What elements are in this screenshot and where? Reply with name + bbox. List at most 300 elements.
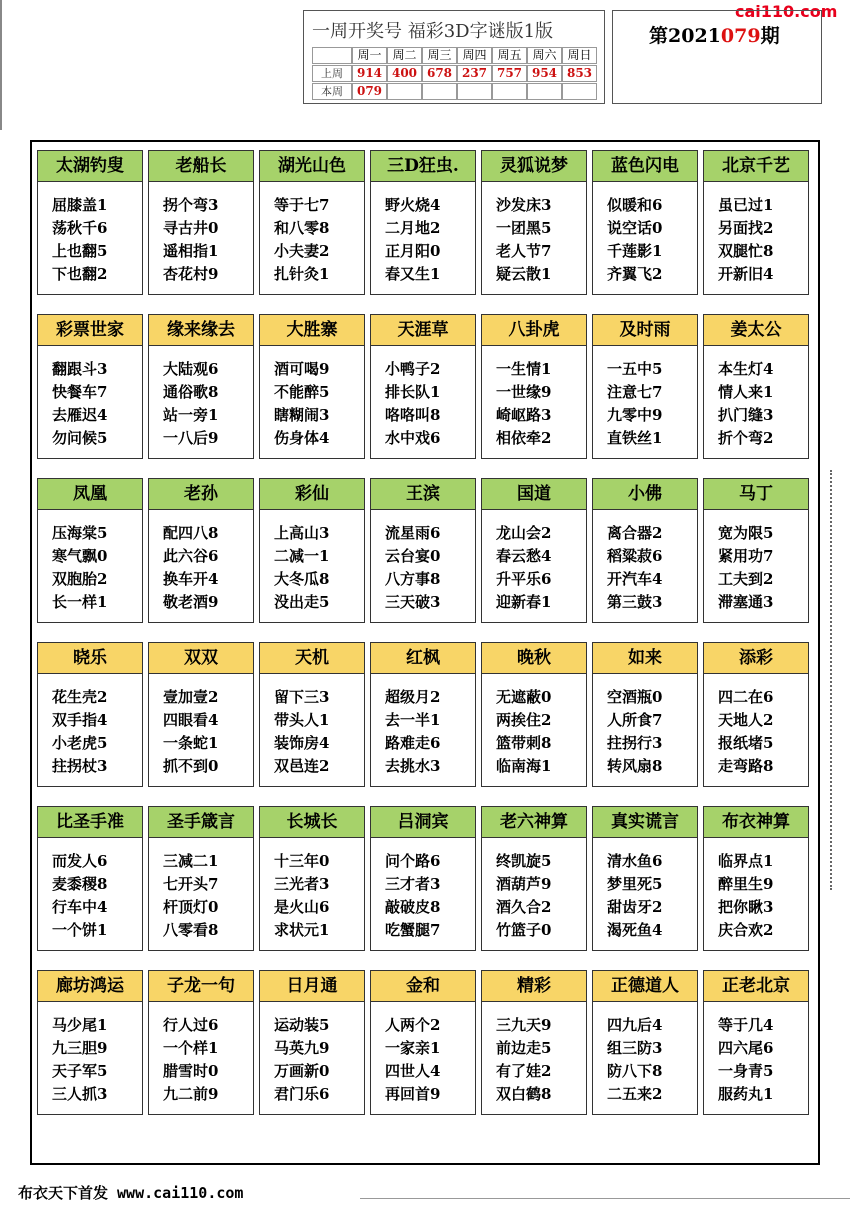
riddle-line: 滞塞通3 (718, 593, 774, 611)
day-cell: 周二 (387, 47, 422, 64)
card-body (38, 346, 142, 458)
riddle-line: 双腿忙8 (718, 242, 774, 260)
riddle-card (259, 314, 365, 459)
riddle-line: 压海棠5 (52, 524, 108, 542)
riddle-card (37, 806, 143, 951)
riddle-line: 天子军5 (52, 1062, 108, 1080)
riddle-line: 酒葫芦9 (496, 875, 552, 893)
riddle-line: 而发人6 (52, 852, 108, 870)
card-title: 添彩 (704, 643, 808, 674)
riddle-line: 马少尾1 (52, 1016, 108, 1034)
riddle-line: 直铁丝1 (607, 429, 663, 447)
riddle-line: 报纸堵5 (718, 734, 774, 752)
card-title: 廊坊鸿运 (38, 971, 142, 1002)
riddle-line: 站一旁1 (163, 406, 219, 424)
riddle-line: 老人节7 (496, 242, 552, 260)
draw-number (422, 83, 457, 100)
riddle-card (37, 478, 143, 623)
last-week-label: 上周 (312, 65, 352, 82)
riddle-card (148, 970, 254, 1115)
card-title: 日月通 (260, 971, 364, 1002)
card-body (593, 674, 697, 786)
days-header-row (312, 47, 597, 64)
riddle-line: 留下三3 (274, 688, 330, 706)
card-title: 八卦虎 (482, 315, 586, 346)
riddle-line: 九零中9 (607, 406, 663, 424)
riddle-card (148, 806, 254, 951)
issue-number: 079 (720, 25, 761, 47)
riddle-card (703, 642, 809, 787)
riddle-line: 上也翻5 (52, 242, 108, 260)
riddle-line: 三人抓3 (52, 1085, 108, 1103)
riddle-line: 组三防3 (607, 1039, 663, 1057)
card-body (704, 838, 808, 950)
riddle-line: 崎岖路3 (496, 406, 552, 424)
riddle-line: 说空话0 (607, 219, 663, 237)
riddle-line: 拐个弯3 (163, 196, 219, 214)
riddle-line: 三天破3 (385, 593, 441, 611)
last-week-row (312, 65, 597, 82)
riddle-line: 前边走5 (496, 1039, 552, 1057)
card-title: 吕洞宾 (371, 807, 475, 838)
riddle-line: 无遮蔽0 (496, 688, 552, 706)
riddle-line: 换车开4 (163, 570, 219, 588)
card-body (38, 674, 142, 786)
riddle-line: 配四八8 (163, 524, 219, 542)
draw-number (492, 83, 527, 100)
riddle-line: 相依牵2 (496, 429, 552, 447)
riddle-line: 三减二1 (163, 852, 219, 870)
draw-number: 400 (387, 65, 422, 82)
riddle-line: 本生灯4 (718, 360, 774, 378)
card-body (149, 510, 253, 622)
card-body (593, 1002, 697, 1114)
riddle-line: 寻古井0 (163, 219, 219, 237)
card-title: 如来 (593, 643, 697, 674)
riddle-line: 四世人4 (385, 1062, 441, 1080)
riddle-card (148, 150, 254, 295)
card-body (38, 838, 142, 950)
day-cell: 周三 (422, 47, 457, 64)
riddle-line: 似暖和6 (607, 196, 663, 214)
riddle-line: 酒可喝9 (274, 360, 330, 378)
riddle-card (148, 314, 254, 459)
card-title: 长城长 (260, 807, 364, 838)
riddle-line: 沙发床3 (496, 196, 552, 214)
riddle-line: 问个路6 (385, 852, 441, 870)
card-body (149, 1002, 253, 1114)
card-body (482, 182, 586, 294)
card-body (371, 346, 475, 458)
riddle-line: 壹加壹2 (163, 688, 219, 706)
riddle-card (592, 970, 698, 1115)
card-title: 及时雨 (593, 315, 697, 346)
riddle-line: 翻跟斗3 (52, 360, 108, 378)
row-label-blank (312, 47, 352, 64)
card-title: 比圣手准 (38, 807, 142, 838)
riddle-line: 一生情1 (496, 360, 552, 378)
riddle-line: 宽为限5 (718, 524, 774, 542)
card-title: 双双 (149, 643, 253, 674)
riddle-card (259, 970, 365, 1115)
card-body (593, 346, 697, 458)
card-body (149, 346, 253, 458)
riddle-line: 通俗歌8 (163, 383, 219, 401)
riddle-line: 一家亲1 (385, 1039, 441, 1057)
card-body (371, 1002, 475, 1114)
card-body (260, 182, 364, 294)
issue-suffix: 期 (760, 25, 780, 47)
riddle-card (259, 478, 365, 623)
riddle-card (370, 806, 476, 951)
riddle-line: 防八下8 (607, 1062, 663, 1080)
riddle-line: 二五来2 (607, 1085, 663, 1103)
riddle-line: 小老虎5 (52, 734, 108, 752)
card-title: 太湖钓叟 (38, 151, 142, 182)
riddle-line: 三才者3 (385, 875, 441, 893)
riddle-card (370, 970, 476, 1115)
draw-number: 678 (422, 65, 457, 82)
riddle-line: 九三胆9 (52, 1039, 108, 1057)
riddle-line: 一个饼1 (52, 921, 108, 939)
riddle-line: 和八零8 (274, 219, 330, 237)
riddle-card (37, 314, 143, 459)
riddle-line: 四六尾6 (718, 1039, 774, 1057)
riddle-line: 人两个2 (385, 1016, 441, 1034)
card-title: 三D狂虫. (371, 151, 475, 182)
riddle-line: 瞎糊闹3 (274, 406, 330, 424)
riddle-line: 转风扇8 (607, 757, 663, 775)
riddle-line: 春云愁4 (496, 547, 552, 565)
card-body (149, 674, 253, 786)
riddle-line: 扎针灸1 (274, 265, 330, 283)
riddle-line: 花生壳2 (52, 688, 108, 706)
riddle-line: 二减一1 (274, 547, 330, 565)
riddle-line: 春又生1 (385, 265, 441, 283)
riddle-card (703, 970, 809, 1115)
riddle-line: 扒门缝3 (718, 406, 774, 424)
riddle-line: 注意七7 (607, 383, 663, 401)
card-title: 北京千艺 (704, 151, 808, 182)
this-week-label: 本周 (312, 83, 352, 100)
riddle-line: 去挑水3 (385, 757, 441, 775)
riddle-line: 折个弯2 (718, 429, 774, 447)
riddle-line: 三九天9 (496, 1016, 552, 1034)
riddle-line: 是火山6 (274, 898, 330, 916)
riddle-line: 此六谷6 (163, 547, 219, 565)
riddle-line: 麦黍稷8 (52, 875, 108, 893)
card-title: 小佛 (593, 479, 697, 510)
card-title: 老六神算 (482, 807, 586, 838)
riddle-line: 腊雪时0 (163, 1062, 219, 1080)
card-body (371, 182, 475, 294)
riddle-line: 君门乐6 (274, 1085, 330, 1103)
riddle-line: 齐翼飞2 (607, 265, 663, 283)
riddle-line: 排长队1 (385, 383, 441, 401)
riddle-line: 双胞胎2 (52, 570, 108, 588)
riddle-line: 甜齿牙2 (607, 898, 663, 916)
draw-number (562, 83, 597, 100)
riddle-line: 双手指4 (52, 711, 108, 729)
riddle-line: 寒气飘0 (52, 547, 108, 565)
card-title: 正老北京 (704, 971, 808, 1002)
riddle-line: 敬老酒9 (163, 593, 219, 611)
riddle-line: 一条蛇1 (163, 734, 219, 752)
riddle-line: 没出走5 (274, 593, 330, 611)
riddle-line: 双邑连2 (274, 757, 330, 775)
riddle-line: 水中戏6 (385, 429, 441, 447)
riddle-line: 去雁迟4 (52, 406, 108, 424)
card-title: 布衣神算 (704, 807, 808, 838)
riddle-line: 天地人2 (718, 711, 774, 729)
this-week-row (312, 83, 597, 100)
riddle-line: 杏花村9 (163, 265, 219, 283)
riddle-line: 大冬瓜8 (274, 570, 330, 588)
card-title: 姜太公 (704, 315, 808, 346)
day-cell: 周日 (562, 47, 597, 64)
riddle-line: 吃蟹腿7 (385, 921, 441, 939)
riddle-card (592, 150, 698, 295)
riddle-line: 一八后9 (163, 429, 219, 447)
card-title: 子龙一句 (149, 971, 253, 1002)
card-body (482, 346, 586, 458)
card-title: 天涯草 (371, 315, 475, 346)
riddle-line: 八方事8 (385, 570, 441, 588)
riddle-line: 杆顶灯0 (163, 898, 219, 916)
weekly-draw-table (303, 10, 605, 104)
riddle-card (370, 150, 476, 295)
card-body (482, 510, 586, 622)
card-title: 灵狐说梦 (482, 151, 586, 182)
card-title: 晓乐 (38, 643, 142, 674)
card-title: 彩仙 (260, 479, 364, 510)
card-title: 彩票世家 (38, 315, 142, 346)
riddle-line: 超级月2 (385, 688, 441, 706)
riddle-line: 一身青5 (718, 1062, 774, 1080)
card-body (260, 1002, 364, 1114)
riddle-line: 千莲影1 (607, 242, 663, 260)
card-title: 国道 (482, 479, 586, 510)
riddle-line: 开新旧4 (718, 265, 774, 283)
riddle-line: 二月地2 (385, 219, 441, 237)
issue-label (649, 21, 780, 48)
riddle-line: 服药丸1 (718, 1085, 774, 1103)
riddle-line: 七开头7 (163, 875, 219, 893)
riddle-card (592, 642, 698, 787)
card-body (593, 838, 697, 950)
draw-number: 954 (527, 65, 562, 82)
riddle-line: 拄拐行3 (607, 734, 663, 752)
riddle-line: 马英九9 (274, 1039, 330, 1057)
card-body (38, 510, 142, 622)
issue-prefix: 第2021 (649, 25, 721, 47)
riddle-line: 十三年0 (274, 852, 330, 870)
riddle-line: 疑云散1 (496, 265, 552, 283)
draw-number (387, 83, 422, 100)
riddle-line: 去一半1 (385, 711, 441, 729)
card-title: 凤凰 (38, 479, 142, 510)
riddle-line: 临南海1 (496, 757, 552, 775)
riddle-line: 清水鱼6 (607, 852, 663, 870)
card-body (482, 1002, 586, 1114)
riddle-line: 抓不到0 (163, 757, 219, 775)
riddle-line: 一个样1 (163, 1039, 219, 1057)
card-title: 缘来缘去 (149, 315, 253, 346)
riddle-line: 再回首9 (385, 1085, 441, 1103)
card-body (149, 838, 253, 950)
riddle-card (703, 314, 809, 459)
riddle-line: 龙山会2 (496, 524, 552, 542)
day-cell: 周一 (352, 47, 387, 64)
day-cell: 周四 (457, 47, 492, 64)
card-title: 蓝色闪电 (593, 151, 697, 182)
issue-box (612, 10, 822, 104)
footer-credit: 布衣天下首发 www.cai110.com (18, 1184, 244, 1202)
card-body (38, 1002, 142, 1114)
riddle-line: 咯咯叫8 (385, 406, 441, 424)
card-body (482, 838, 586, 950)
riddle-line: 把你瞅3 (718, 898, 774, 916)
riddle-card (481, 150, 587, 295)
card-title: 马丁 (704, 479, 808, 510)
riddle-line: 临界点1 (718, 852, 774, 870)
card-body (704, 182, 808, 294)
riddle-line: 小夫妻2 (274, 242, 330, 260)
riddle-card (592, 314, 698, 459)
riddle-line: 大陆观6 (163, 360, 219, 378)
riddle-card (370, 478, 476, 623)
riddle-card (481, 642, 587, 787)
riddle-line: 长一样1 (52, 593, 108, 611)
riddle-card (592, 478, 698, 623)
riddle-line: 正月阳0 (385, 242, 441, 260)
riddle-line: 伤身体4 (274, 429, 330, 447)
riddle-line: 带头人1 (274, 711, 330, 729)
card-body (593, 182, 697, 294)
day-cell: 周六 (527, 47, 562, 64)
riddle-line: 有了娃2 (496, 1062, 552, 1080)
riddle-line: 流星雨6 (385, 524, 441, 542)
riddle-line: 小鸭子2 (385, 360, 441, 378)
riddle-line: 酒久合2 (496, 898, 552, 916)
riddle-card (370, 314, 476, 459)
card-title: 正德道人 (593, 971, 697, 1002)
riddle-line: 空酒瓶0 (607, 688, 663, 706)
card-body (260, 510, 364, 622)
riddle-line: 另面找2 (718, 219, 774, 237)
riddle-card (481, 478, 587, 623)
riddle-line: 拄拐杖3 (52, 757, 108, 775)
riddle-card (703, 478, 809, 623)
riddle-line: 庆合欢2 (718, 921, 774, 939)
riddle-card (481, 314, 587, 459)
riddle-line: 不能醉5 (274, 383, 330, 401)
riddle-line: 四眼看4 (163, 711, 219, 729)
card-title: 晚秋 (482, 643, 586, 674)
table-title: 一周开奖号 福彩3D字谜版1版 (312, 21, 554, 42)
riddle-line: 醉里生9 (718, 875, 774, 893)
riddle-line: 遥相指1 (163, 242, 219, 260)
card-body (149, 182, 253, 294)
card-body (371, 674, 475, 786)
riddle-line: 敲破皮8 (385, 898, 441, 916)
riddle-card (148, 642, 254, 787)
riddle-card (37, 970, 143, 1115)
riddle-card (259, 806, 365, 951)
riddle-line: 荡秋千6 (52, 219, 108, 237)
riddle-line: 装饰房4 (274, 734, 330, 752)
card-title: 圣手箴言 (149, 807, 253, 838)
riddle-line: 行车中4 (52, 898, 108, 916)
footer-rule (360, 1198, 850, 1199)
riddle-line: 求状元1 (274, 921, 330, 939)
riddle-line: 上高山3 (274, 524, 330, 542)
card-body (38, 182, 142, 294)
riddle-line: 八零看8 (163, 921, 219, 939)
card-body (482, 674, 586, 786)
riddle-line: 走弯路8 (718, 757, 774, 775)
card-title: 王滨 (371, 479, 475, 510)
riddle-line: 第三鼓3 (607, 593, 663, 611)
riddle-line: 四二在6 (718, 688, 774, 706)
card-body (704, 1002, 808, 1114)
draw-number: 757 (492, 65, 527, 82)
riddle-line: 开汽车4 (607, 570, 663, 588)
draw-number (527, 83, 562, 100)
riddle-line: 运动装5 (274, 1016, 330, 1034)
riddle-line: 离合器2 (607, 524, 663, 542)
riddle-line: 渴死鱼4 (607, 921, 663, 939)
riddle-line: 升平乐6 (496, 570, 552, 588)
riddle-line: 快餐车7 (52, 383, 108, 401)
riddle-card (481, 970, 587, 1115)
riddle-card (370, 642, 476, 787)
riddle-line: 勿问候5 (52, 429, 108, 447)
card-body (593, 510, 697, 622)
riddle-line: 情人来1 (718, 383, 774, 401)
riddle-card (703, 806, 809, 951)
riddle-line: 稻粱菽6 (607, 547, 663, 565)
riddle-card (37, 150, 143, 295)
riddle-line: 云台宴0 (385, 547, 441, 565)
card-title: 精彩 (482, 971, 586, 1002)
riddle-card (259, 150, 365, 295)
riddle-card (703, 150, 809, 295)
riddle-line: 篮带刺8 (496, 734, 552, 752)
riddle-line: 两挨住2 (496, 711, 552, 729)
riddle-card (148, 478, 254, 623)
card-body (704, 674, 808, 786)
draw-number: 079 (352, 83, 387, 100)
draw-number: 853 (562, 65, 597, 82)
riddle-line: 等于七7 (274, 196, 330, 214)
day-cell: 周五 (492, 47, 527, 64)
riddle-line: 梦里死5 (607, 875, 663, 893)
riddle-line: 一团黑5 (496, 219, 552, 237)
riddle-line: 虽已过1 (718, 196, 774, 214)
card-body (371, 510, 475, 622)
card-title: 老孙 (149, 479, 253, 510)
riddle-line: 九二前9 (163, 1085, 219, 1103)
riddle-line: 野火烧4 (385, 196, 441, 214)
card-title: 红枫 (371, 643, 475, 674)
riddle-line: 迎新春1 (496, 593, 552, 611)
margin-dots (826, 470, 832, 890)
riddle-line: 行人过6 (163, 1016, 219, 1034)
riddle-line: 万画新0 (274, 1062, 330, 1080)
riddle-line: 一世缘9 (496, 383, 552, 401)
riddle-line: 路难走6 (385, 734, 441, 752)
